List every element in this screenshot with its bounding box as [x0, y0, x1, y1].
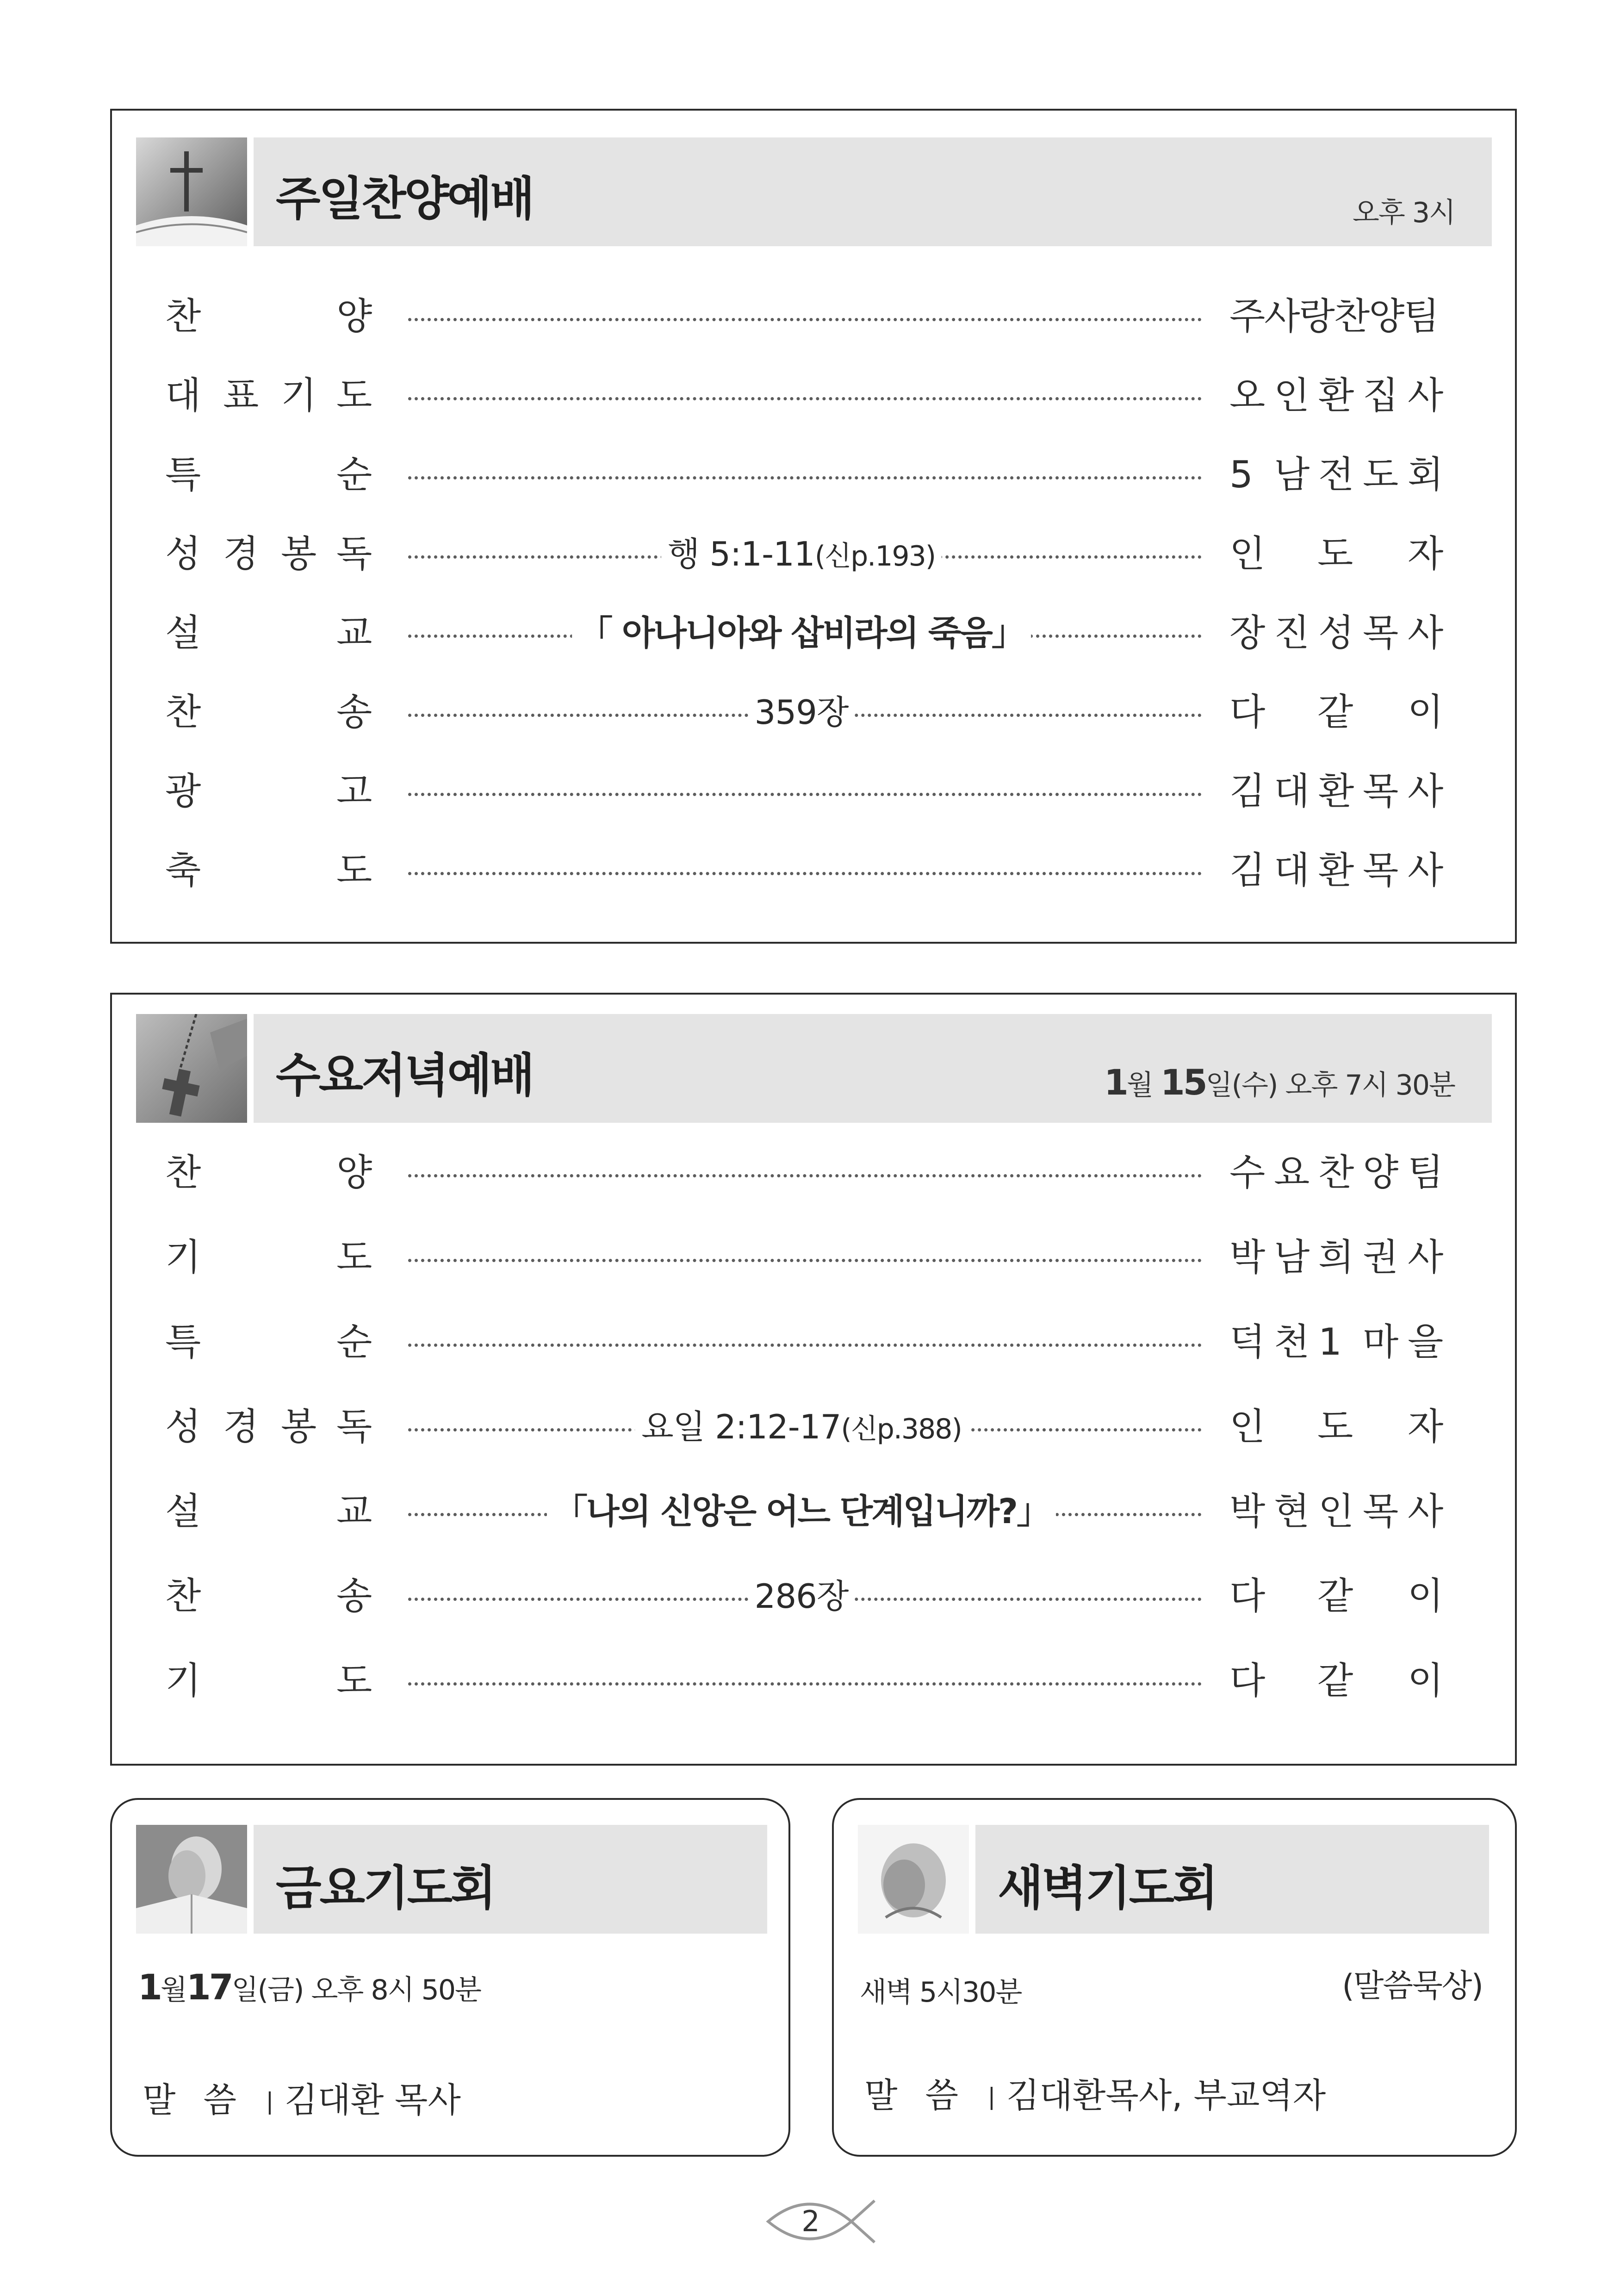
dotted-leader — [408, 397, 1202, 400]
order-row — [165, 1401, 1465, 1452]
order-row — [165, 370, 1465, 421]
order-row — [165, 449, 1465, 500]
friday-title: 금요기도회 — [276, 1861, 495, 1916]
order-person: 주사랑찬양팀 — [1229, 295, 1439, 338]
order-label: 특 순 — [165, 453, 372, 496]
wednesday-time: 1월 15일(수) 오후 7시 30분 — [1104, 1062, 1455, 1103]
dawn-time: 새벽 5시30분 — [860, 1976, 1022, 2009]
order-person: 인 도 자 — [1229, 1405, 1444, 1448]
separator-bar: | — [266, 2088, 274, 2115]
dawn-speaker-line: 말 씀 | 김대환목사, 부교역자 — [864, 2076, 1326, 2116]
order-person: 오 인 환 집 사 — [1229, 374, 1444, 417]
dotted-leader — [408, 476, 1202, 479]
order-person: 다 같 이 — [1229, 1574, 1444, 1618]
dotted-leader — [408, 793, 1202, 796]
dotted-leader — [408, 1682, 1202, 1686]
order-label: 찬 양 — [165, 1151, 372, 1194]
order-person: 김 대 환 목 사 — [1229, 849, 1444, 892]
dotted-leader — [408, 1344, 1202, 1347]
order-person: 김 대 환 목 사 — [1229, 770, 1444, 813]
wednesday-service-box — [110, 993, 1517, 1766]
praying-hands-photo-icon — [136, 1825, 247, 1934]
sunday-title: 주일찬양예배 — [276, 172, 533, 226]
friday-speaker-line: 말 씀 | 김대환 목사 — [143, 2080, 461, 2120]
sunday-service-box — [110, 109, 1517, 944]
order-label: 찬 송 — [165, 1574, 372, 1618]
order-detail: 「 아나니아와 삽비라의 죽음」 — [572, 608, 1031, 659]
order-row — [165, 608, 1465, 659]
order-person: 5 남 전 도 회 — [1229, 453, 1444, 496]
page-number-fish-icon — [759, 2191, 879, 2252]
order-person: 덕 천 1 마 을 — [1229, 1320, 1444, 1363]
order-label: 광 고 — [165, 770, 372, 813]
rosary-photo-icon — [136, 1014, 247, 1123]
dawn-note: (말씀묵상) — [1342, 1968, 1483, 2004]
order-label: 찬 양 — [165, 295, 372, 338]
order-label: 기 도 — [165, 1236, 372, 1279]
separator-bar: | — [987, 2083, 996, 2110]
page-number: 2 — [801, 2204, 820, 2238]
order-detail: 요일 2:12-17(신p.388) — [635, 1401, 968, 1452]
order-row — [165, 1571, 1465, 1622]
order-row — [165, 845, 1465, 896]
order-person: 인 도 자 — [1229, 532, 1444, 575]
order-person: 박 현 인 목 사 — [1229, 1490, 1444, 1533]
cross-photo-icon — [136, 137, 247, 246]
dotted-leader — [408, 1259, 1202, 1262]
order-label: 성 경 봉 독 — [165, 532, 372, 575]
order-person: 장 진 성 목 사 — [1229, 611, 1444, 654]
sunday-time: 오후 3시 — [1352, 197, 1455, 229]
order-row — [165, 291, 1465, 342]
friday-date: 1월17일(금) 오후 8시 50분 — [138, 1966, 481, 2008]
order-label: 축 도 — [165, 849, 372, 892]
order-label: 설 교 — [165, 1490, 372, 1533]
order-person: 박 남 희 권 사 — [1229, 1236, 1444, 1279]
dotted-leader — [408, 1174, 1202, 1177]
order-row — [165, 766, 1465, 817]
order-label: 찬 송 — [165, 691, 372, 734]
order-row — [165, 1147, 1465, 1198]
wednesday-title: 수요저녁예배 — [276, 1048, 533, 1102]
dawn-prayer-box — [832, 1798, 1517, 2157]
order-label: 성 경 봉 독 — [165, 1405, 372, 1448]
order-row — [165, 1486, 1465, 1537]
dawn-title: 새벽기도회 — [998, 1861, 1217, 1916]
order-person: 수 요 찬 양 팀 — [1229, 1151, 1444, 1194]
order-detail: 「나의 신앙은 어느 단계입니까?」 — [547, 1486, 1056, 1537]
dotted-leader — [408, 872, 1202, 875]
order-detail: 행 5:1-11(신p.193) — [661, 529, 942, 579]
dotted-leader — [408, 318, 1202, 321]
order-detail: 359장 — [748, 687, 855, 738]
clasped-hands-photo-icon — [858, 1825, 969, 1934]
order-label: 기 도 — [165, 1659, 372, 1702]
order-row — [165, 529, 1465, 579]
order-label: 특 순 — [165, 1320, 372, 1363]
order-row — [165, 1655, 1465, 1706]
order-detail: 286장 — [748, 1571, 855, 1622]
order-label: 설 교 — [165, 611, 372, 654]
order-row — [165, 1232, 1465, 1283]
order-person: 다 같 이 — [1229, 691, 1444, 734]
order-label: 대 표 기 도 — [165, 374, 372, 417]
friday-prayer-box — [110, 1798, 790, 2157]
order-row — [165, 1317, 1465, 1368]
order-person: 다 같 이 — [1229, 1659, 1444, 1702]
order-row — [165, 687, 1465, 738]
